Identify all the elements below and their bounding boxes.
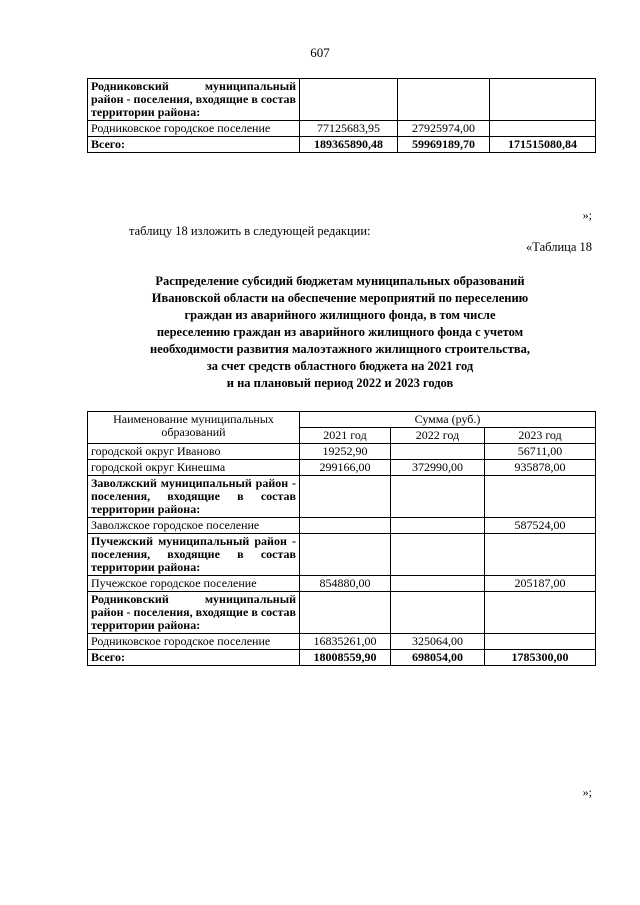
closing-quote: »; <box>582 785 592 799</box>
amount-cell: 205187,00 <box>485 576 596 592</box>
header-year: 2021 год <box>300 428 391 444</box>
amount-cell <box>391 576 485 592</box>
municipality-name: Родниковский муниципальный район - поселения, входящие в состав территории района: <box>88 79 300 121</box>
amount-cell <box>391 592 485 634</box>
amount-cell <box>398 79 490 121</box>
municipality-name: городской округ Кинешма <box>88 460 300 476</box>
total-amount: 1785300,00 <box>485 650 596 666</box>
amount-cell <box>485 534 596 576</box>
municipality-name: Заволжский муниципальный район - поселения, входящие в состав территории района: <box>88 476 300 518</box>
total-row <box>88 650 596 666</box>
amount-cell: 854880,00 <box>300 576 391 592</box>
amount-cell <box>391 518 485 534</box>
amount-cell <box>300 534 391 576</box>
amount-cell <box>485 476 596 518</box>
amount-cell <box>300 518 391 534</box>
total-amount: 171515080,84 <box>490 137 596 153</box>
amount-cell <box>300 79 398 121</box>
amount-cell <box>391 444 485 460</box>
table-row <box>88 121 596 137</box>
municipality-name: Родниковское городское поселение <box>88 121 300 137</box>
table-row <box>88 476 596 518</box>
table-row <box>88 576 596 592</box>
municipality-name: Пучежское городское поселение <box>88 576 300 592</box>
municipality-name: Родниковский муниципальный район - поселения, входящие в состав территории района: <box>88 592 300 634</box>
title-line: необходимости развития малоэтажного жилищного строительства, <box>150 342 530 356</box>
table-row <box>88 534 596 576</box>
amount-cell <box>300 476 391 518</box>
title-line: Распределение субсидий бюджетам муниципальных образований <box>155 274 525 288</box>
subsidy-table-18 <box>87 411 596 666</box>
amount-cell: 19252,90 <box>300 444 391 460</box>
title-line: и на плановый период 2022 и 2023 годов <box>226 376 454 390</box>
amount-cell <box>391 476 485 518</box>
municipality-name: Родниковское городское поселение <box>88 634 300 650</box>
amount-cell: 587524,00 <box>485 518 596 534</box>
amount-cell <box>485 634 596 650</box>
table-row <box>88 460 596 476</box>
total-amount: 18008559,90 <box>300 650 391 666</box>
total-label: Всего: <box>88 650 300 666</box>
table-title <box>90 273 590 392</box>
table-row <box>88 634 596 650</box>
instruction-text: таблицу 18 изложить в следующей редакции: <box>129 224 371 238</box>
amount-cell: 325064,00 <box>391 634 485 650</box>
amount-cell: 77125683,95 <box>300 121 398 137</box>
total-label: Всего: <box>88 137 300 153</box>
amount-cell <box>391 534 485 576</box>
total-amount: 189365890,48 <box>300 137 398 153</box>
amount-cell: 56711,00 <box>485 444 596 460</box>
header-year: 2023 год <box>485 428 596 444</box>
total-amount: 59969189,70 <box>398 137 490 153</box>
amount-cell: 299166,00 <box>300 460 391 476</box>
closing-quote: »; <box>582 208 592 222</box>
header-sum: Сумма (руб.) <box>300 412 596 428</box>
header-year: 2022 год <box>391 428 485 444</box>
table-row <box>88 592 596 634</box>
municipality-name: Заволжское городское поселение <box>88 518 300 534</box>
amount-cell <box>490 79 596 121</box>
table-row <box>88 444 596 460</box>
amount-cell <box>300 592 391 634</box>
amount-cell: 935878,00 <box>485 460 596 476</box>
title-line: граждан из аварийного жилищного фонда, в том числе <box>184 308 496 322</box>
table-row <box>88 518 596 534</box>
header-row <box>88 412 596 428</box>
subsidy-table-continuation <box>87 78 596 153</box>
amount-cell <box>490 121 596 137</box>
table-row <box>88 79 596 121</box>
municipality-name: Пучежский муниципальный район - поселения, входящие в состав территории района: <box>88 534 300 576</box>
title-line: за счет средств областного бюджета на 2021 год <box>206 359 474 373</box>
total-amount: 698054,00 <box>391 650 485 666</box>
amount-cell: 372990,00 <box>391 460 485 476</box>
title-line: переселению граждан из аварийного жилищного фонда с учетом <box>156 325 524 339</box>
amount-cell: 27925974,00 <box>398 121 490 137</box>
title-line: Ивановской области на обеспечение мероприятий по переселению <box>151 291 529 305</box>
table-label: «Таблица 18 <box>526 240 592 254</box>
amount-cell <box>485 592 596 634</box>
page-number: 607 <box>310 45 330 60</box>
municipality-name: городской округ Иваново <box>88 444 300 460</box>
header-name: Наименование муниципальных образований <box>88 412 300 444</box>
amount-cell: 16835261,00 <box>300 634 391 650</box>
total-row <box>88 137 596 153</box>
